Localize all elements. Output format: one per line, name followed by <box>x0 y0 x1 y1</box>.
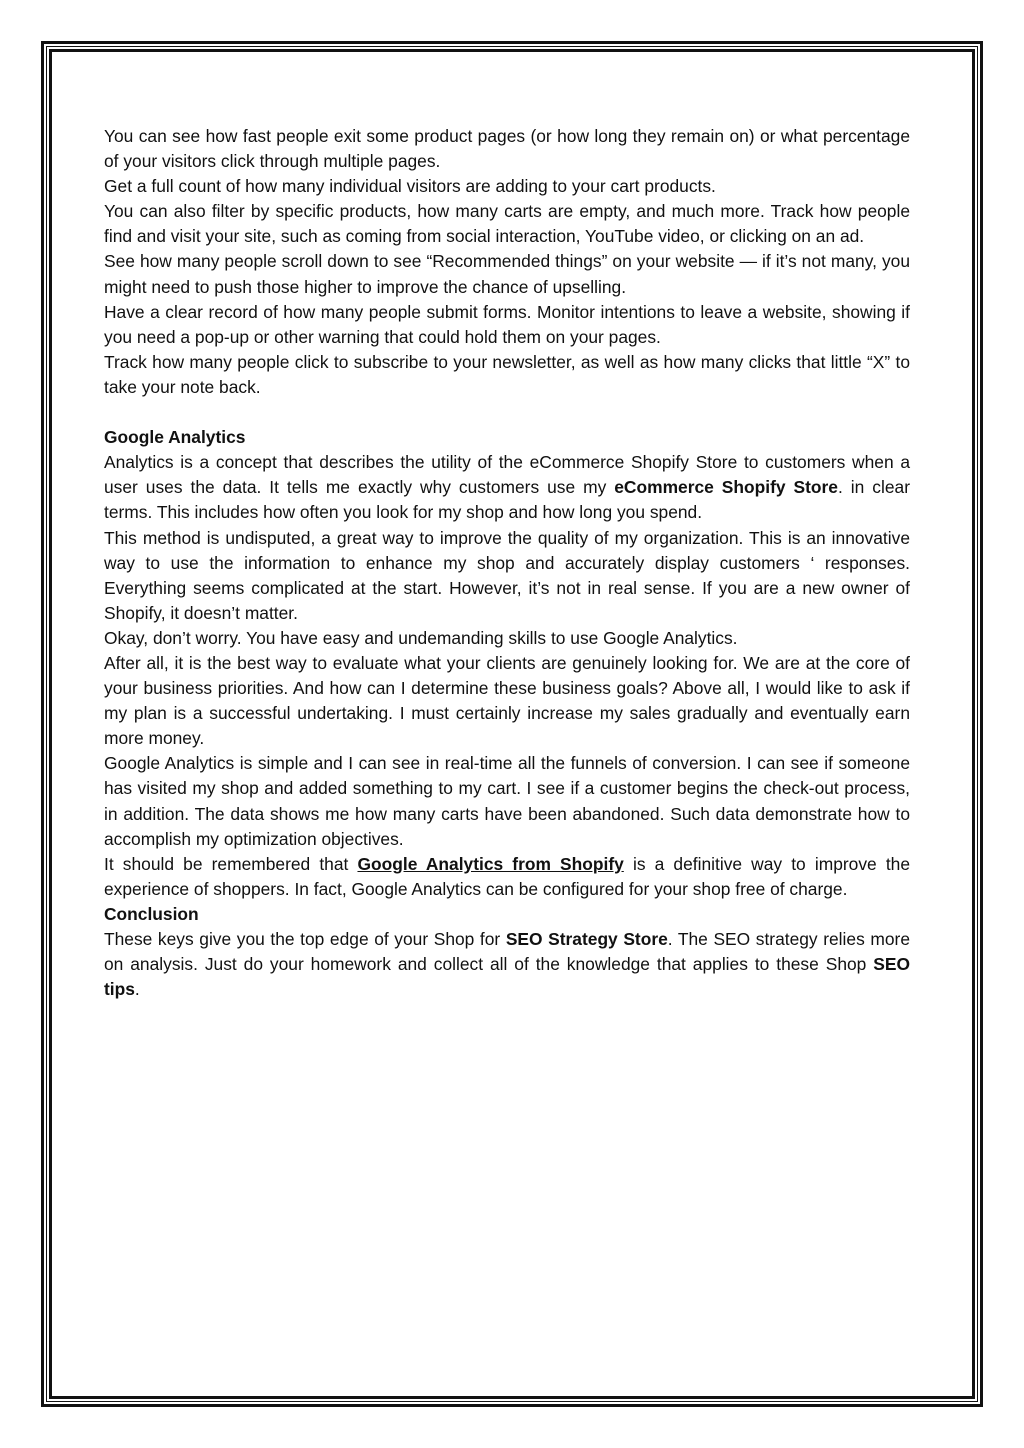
heading-conclusion: Conclusion <box>104 903 199 924</box>
bold-ecommerce-shopify-store: eCommerce Shopify Store <box>614 477 838 498</box>
document-body <box>104 124 910 1002</box>
paragraph-filter-products: You can also filter by specific products, how many carts are empty, and much more. Track how people find and visit your site, such as coming from social interaction, YouTube video, or clicking on an ad. <box>104 201 910 247</box>
paragraph-newsletter: Track how many people click to subscribe to your newsletter, as well as how many clicks that little “X” to take your note back. <box>104 351 910 397</box>
paragraph-evaluate-clients: After all, it is the best way to evaluate what your clients are genuinely looking for. We are at the core of your business priorities. And how can I determine these business goals? Above all, I would like to ask if my plan is a successful undertaking. I must certainly increase my sales gradually and eventually earn more money. <box>104 652 910 749</box>
text-segment: . The SEO strategy relies more on analysis. Just do your homework and collect all of the knowledge that applies to these Shop <box>104 929 910 975</box>
paragraph-funnels-conversion: Google Analytics is simple and I can see in real-time all the funnels of conversion. I can see if someone has visited my shop and added something to my cart. I see if a customer begins the check-out process, in addition. The data shows me how many carts have been abandoned. Such data demonstrate how to accomplish my optimization objectives. <box>104 753 910 849</box>
paragraph-method-undisputed: This method is undisputed, a great way to improve the quality of my organization. This is an innovative way to use the information to enhance my shop and accurately display customers ‘ responses. Everything seems complicated at the start. However, it’s not in real sense. If you are a new owner of Shopify, it doesn’t matter. <box>104 527 910 623</box>
paragraph-remembered <box>104 852 910 902</box>
text-segment: is a definitive way to improve the experience of shoppers. In fact, Google Analytics can be configured for your shop free of charge. <box>104 853 911 899</box>
paragraph-cart-count: Get a full count of how many individual visitors are adding to your cart products. <box>104 176 716 197</box>
text-segment: These keys give you the top edge of your Shop for <box>104 929 506 949</box>
paragraph-recommended-things: See how many people scroll down to see “Recommended things” on your website — if it’s not many, you might need to push those higher to improve the chance of upselling. <box>104 251 910 297</box>
paragraph-conclusion <box>104 927 910 1002</box>
text-segment: Analytics is a concept that describes the utility of the eCommerce Shopify Store to customers when a user uses the data. It tells me exactly why customers use my <box>104 452 910 498</box>
paragraph-dont-worry: Okay, don’t worry. You have easy and undemanding skills to use Google Analytics. <box>104 627 738 648</box>
link-google-analytics-from-shopify[interactable]: Google Analytics from Shopify <box>357 853 624 874</box>
text-segment: . <box>134 979 140 1000</box>
paragraph-submit-forms: Have a clear record of how many people submit forms. Monitor intentions to leave a website, showing if you need a pop-up or other warning that could hold them on your pages. <box>104 301 910 347</box>
text-segment: It should be remembered that <box>104 853 358 874</box>
blank-line <box>104 400 910 425</box>
text-segment: . in clear terms. This includes how often you look for my shop and how long you spend. <box>104 477 910 523</box>
bold-seo-strategy-store: SEO Strategy Store <box>505 929 668 949</box>
paragraph-analytics-concept <box>104 450 910 525</box>
paragraph-exit-pages: You can see how fast people exit some product pages (or how long they remain on) or what percentage of your visitors click through multiple pages. <box>104 126 910 172</box>
bold-seo-tips: SEO tips <box>104 954 910 1000</box>
heading-google-analytics: Google Analytics <box>104 427 246 448</box>
